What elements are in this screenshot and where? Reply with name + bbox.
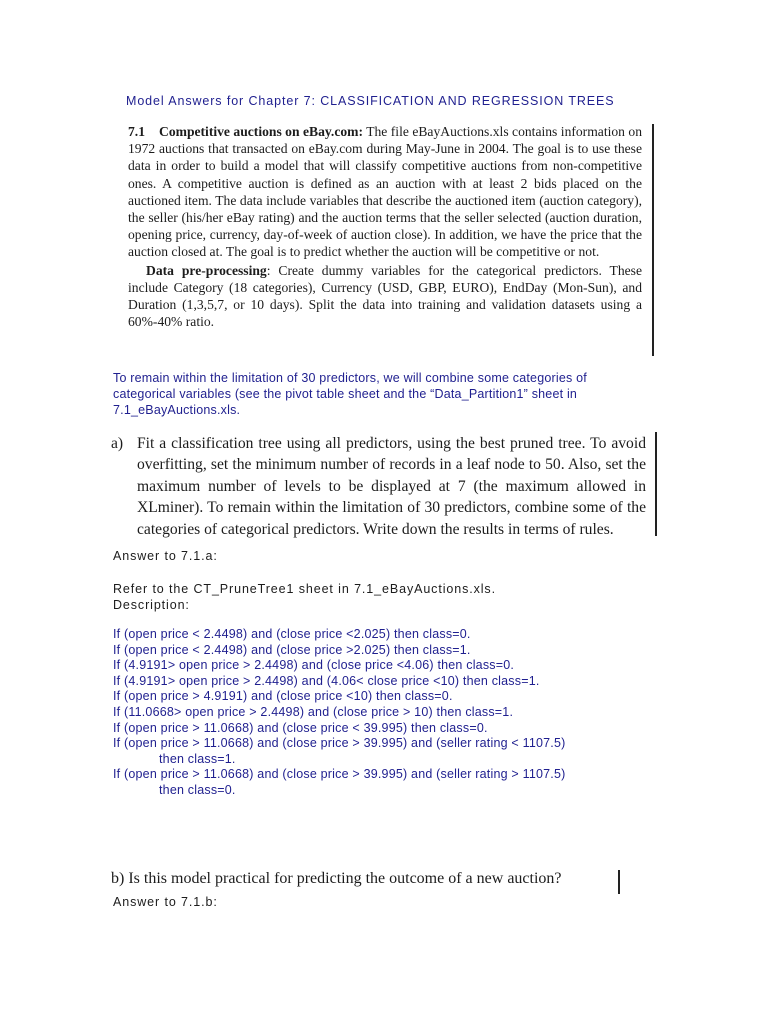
preprocessing-text: : Create dummy variables for the categorical predictors. These include Category (18 categories), Currency (USD, GBP, EURO), EndDay (Mon-Sun), and Duration (1,3,5,7, or 10 days). Split the data into training and validation datasets using a 60%-40% ratio. bbox=[128, 262, 642, 330]
answer-b-heading: Answer to 7.1.b: bbox=[113, 895, 218, 909]
question-a-label: a) bbox=[111, 435, 124, 452]
rule-line: then class=1. bbox=[159, 751, 236, 766]
tree-rules bbox=[113, 627, 673, 799]
rule-line: then class=0. bbox=[159, 782, 236, 797]
margin-bar-7-1 bbox=[652, 124, 654, 356]
preprocessing-title: Data pre-processing bbox=[146, 262, 267, 278]
preprocessing-paragraph bbox=[128, 262, 642, 331]
rule-line: If (4.9191> open price > 2.4498) and (4.06< close price <10) then class=1. bbox=[113, 673, 540, 688]
problem-intro-text: The file eBayAuctions.xls contains information on 1972 auctions that transacted on eBay.com during May-June in 2004. The goal is to use these data in order to build a model that will classify competitive auctions from non-competitive ones. A competitive auction is defined as an auction with at least 2 bids placed on the auctioned item. The data include variables that describe the auctioned item (auction category), the seller (his/her eBay rating) and the auction terms that the seller selected (auction duration, opening price, currency, day-of-week of auction close). In addition, we have the price that the auction closed at. The goal is to predict whether the auction will be competitive or not. bbox=[128, 124, 643, 260]
problem-7-1 bbox=[128, 123, 642, 330]
question-b-label: b) bbox=[111, 870, 125, 887]
answer-a-description: Description: bbox=[113, 598, 190, 612]
rule-line: If (open price > 4.9191) and (close price <10) then class=0. bbox=[113, 689, 453, 704]
margin-bar-question-a bbox=[655, 432, 657, 536]
rule-line: If (open price > 11.0668) and (close price < 39.995) then class=0. bbox=[113, 720, 488, 735]
predictor-note: To remain within the limitation of 30 predictors, we will combine some categories of categorical variables (see the pivot table sheet and the “Data_Partition1” sheet in 7.1_eBayAuctions.xls. bbox=[113, 371, 587, 418]
problem-intro bbox=[128, 123, 642, 261]
answer-a-refer: Refer to the CT_PruneTree1 sheet in 7.1_eBayAuctions.xls. bbox=[113, 582, 496, 596]
rule-line: If (open price > 11.0668) and (close price > 39.995) and (seller rating < 1107.5) bbox=[113, 736, 566, 751]
question-a-text: Fit a classification tree using all predictors, using the best pruned tree. To avoid overfitting, set the minimum number of records in a leaf node to 50. Also, set the maximum number of levels to be displayed at 7 (the maximum allowed in XLminer). To remain within the limitation of 30 predictors, combine some of the categories of categorical predictors. Write down the results in terms of rules. bbox=[137, 435, 646, 538]
question-b-text: Is this model practical for predicting the outcome of a new auction? bbox=[128, 870, 562, 887]
question-b bbox=[111, 870, 562, 887]
rule-line: If (open price > 11.0668) and (close price > 39.995) and (seller rating > 1107.5) bbox=[113, 767, 566, 782]
rule-line: If (11.0668> open price > 2.4498) and (close price > 10) then class=1. bbox=[113, 704, 514, 719]
rule-line: If (open price < 2.4498) and (close price <2.025) then class=0. bbox=[113, 627, 471, 641]
answer-a-heading: Answer to 7.1.a: bbox=[113, 549, 218, 563]
rule-line: If (4.9191> open price > 2.4498) and (close price <4.06) then class=0. bbox=[113, 658, 515, 673]
question-a bbox=[111, 433, 646, 540]
rule-line: If (open price < 2.4498) and (close price >2.025) then class=1. bbox=[113, 642, 471, 657]
problem-number: 7.1 bbox=[128, 124, 145, 139]
margin-bar-question-b bbox=[618, 870, 620, 894]
page-header: Model Answers for Chapter 7: CLASSIFICATION AND REGRESSION TREES bbox=[126, 94, 615, 108]
problem-title: Competitive auctions on eBay.com: bbox=[159, 124, 364, 139]
